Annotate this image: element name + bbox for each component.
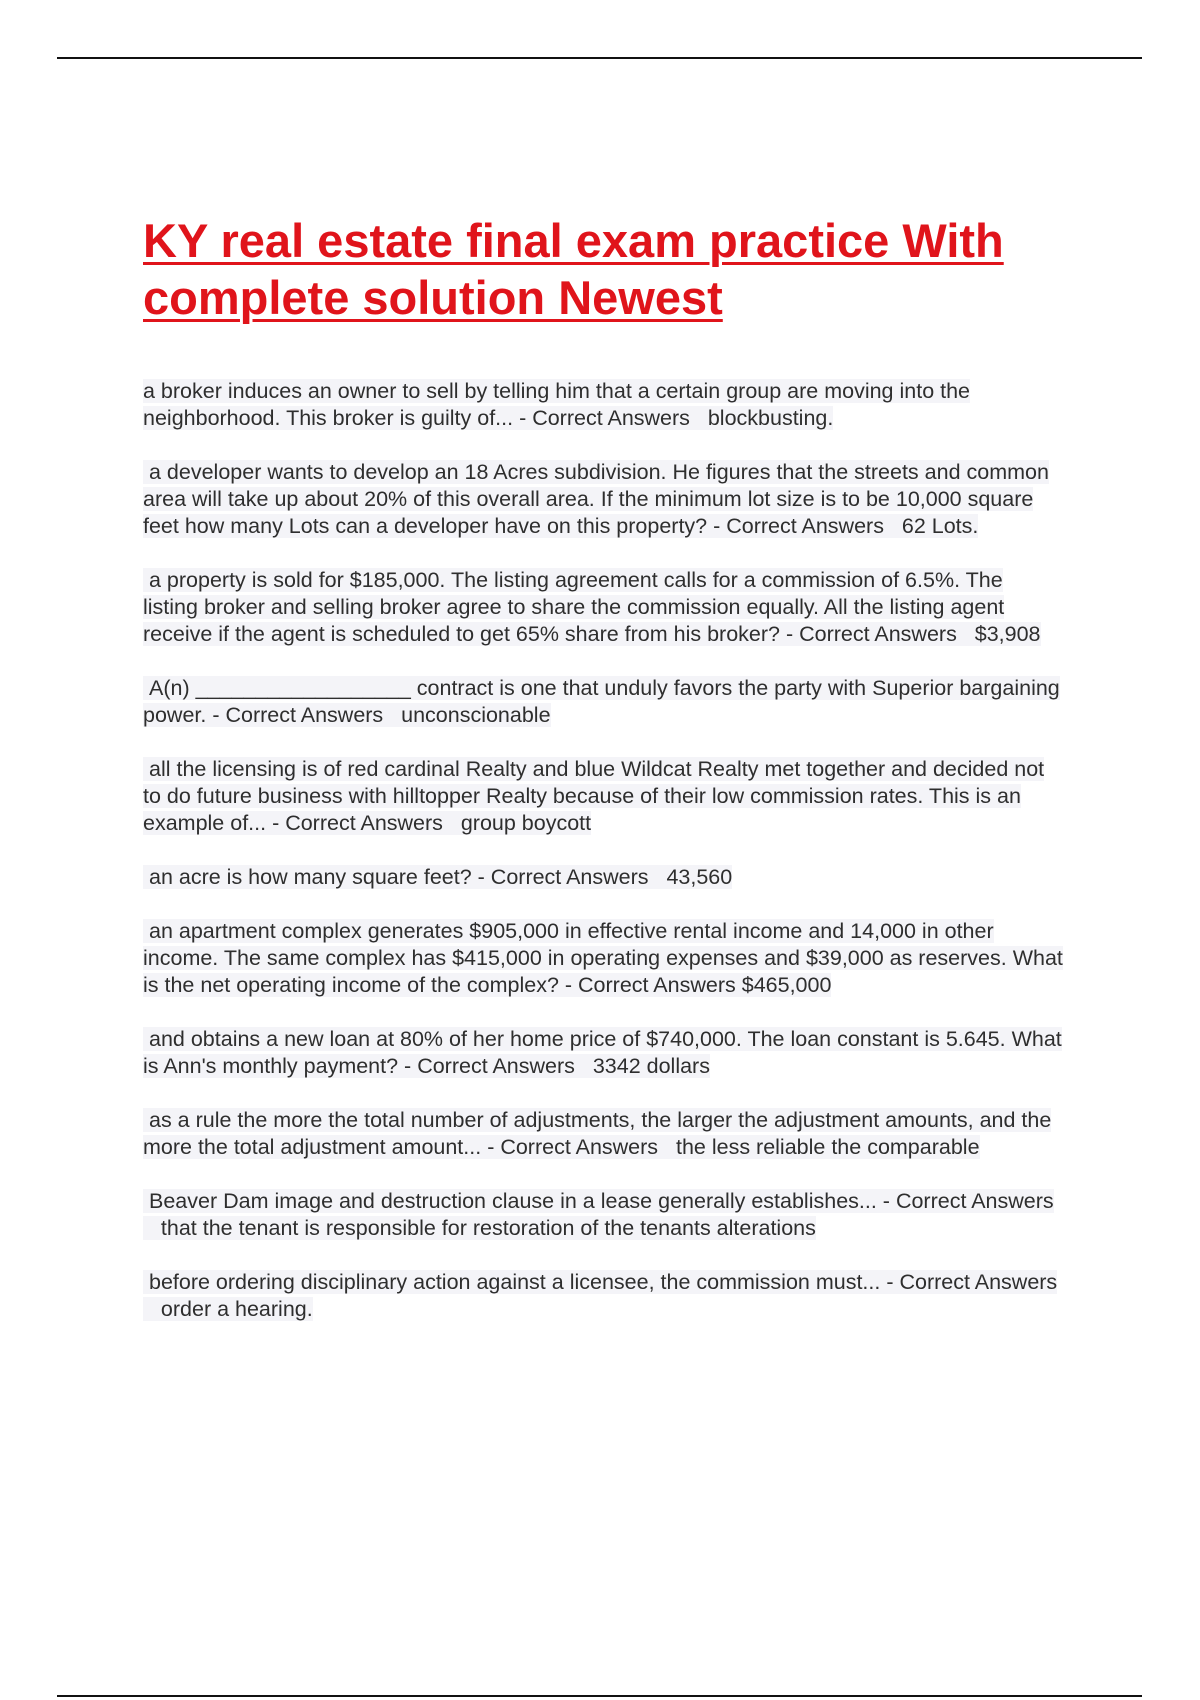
answer-text: $3,908 <box>974 622 1041 646</box>
qa-item-2 <box>143 459 1063 540</box>
qa-item-5 <box>143 756 1063 837</box>
question-text: a broker induces an owner to sell by telling him that a certain group are moving into the neighborhood. This broker is guilty of... <box>143 379 971 430</box>
qa-item-1 <box>143 378 1063 432</box>
question-text: Beaver Dam image and destruction clause in a lease generally establishes... <box>143 1189 877 1213</box>
question-text: and obtains a new loan at 80% of her home price of $740,000. The loan constant is 5.645. What is Ann's monthly payment? <box>143 1027 1062 1078</box>
question-text: a property is sold for $185,000. The listing agreement calls for a commission of 6.5%. The listing broker and selling broker agree to share the commission equally. All the listing agent receive if the agent is scheduled to get 65% share from his broker? <box>143 568 1005 646</box>
separator: - <box>513 406 533 430</box>
answer-label: Correct Answers <box>285 811 443 835</box>
answer-label: Correct Answers <box>726 514 884 538</box>
answer-label: Correct Answers <box>225 703 384 727</box>
gap <box>143 1216 161 1240</box>
answer-text: order a hearing. <box>160 1297 313 1321</box>
separator: - <box>206 703 226 727</box>
gap <box>649 865 667 889</box>
answer-label: Correct Answers <box>417 1054 575 1078</box>
question-text: A(n) __________________ contract is one that unduly favors the party with Superior bargaining power. <box>143 676 1060 727</box>
question-text: an acre is how many square feet? <box>143 865 472 889</box>
separator: - <box>558 973 579 997</box>
separator: - <box>880 1270 900 1294</box>
answer-text: the less reliable the comparable <box>675 1135 980 1159</box>
qa-item-7 <box>143 918 1063 999</box>
qa-item-10 <box>143 1188 1063 1242</box>
answer-text: unconscionable <box>401 703 551 727</box>
answer-label: Correct Answers <box>578 973 736 997</box>
separator: - <box>398 1054 418 1078</box>
question-text: an apartment complex generates $905,000 in effective rental income and 14,000 in other income. The same complex has $415,000 in operating expenses and $39,000 as reserves. What is the net operating income of the complex? <box>143 919 1063 997</box>
answer-label: Correct Answers <box>899 1270 1058 1294</box>
gap <box>383 703 401 727</box>
answer-text: 62 Lots. <box>901 514 979 538</box>
document-title: KY real estate final exam practice With complete solution Newest <box>143 214 1004 324</box>
gap <box>957 622 975 646</box>
gap <box>443 811 461 835</box>
separator: - <box>707 514 727 538</box>
answer-label: Correct Answers <box>895 1189 1054 1213</box>
gap <box>690 406 708 430</box>
header-rule <box>57 57 1142 59</box>
gap <box>736 973 742 997</box>
gap <box>575 1054 593 1078</box>
separator: - <box>780 622 800 646</box>
qa-item-6 <box>143 864 1063 891</box>
answer-label: Correct Answers <box>799 622 957 646</box>
gap <box>143 1297 161 1321</box>
answer-label: Correct Answers <box>532 406 690 430</box>
separator: - <box>266 811 286 835</box>
qa-item-4 <box>143 675 1063 729</box>
gap <box>884 514 902 538</box>
separator: - <box>876 1189 896 1213</box>
separator: - <box>471 865 491 889</box>
footer-rule <box>57 1695 1142 1697</box>
question-text: as a rule the more the total number of adjustments, the larger the adjustment amounts, and the more the total adjustment amount... <box>143 1108 1052 1159</box>
question-text: before ordering disciplinary action against a licensee, the commission must... <box>143 1270 880 1294</box>
answer-text: blockbusting. <box>707 406 834 430</box>
qa-item-9 <box>143 1107 1063 1161</box>
qa-list <box>143 378 1063 1350</box>
answer-text: that the tenant is responsible for restoration of the tenants alterations <box>160 1216 816 1240</box>
answer-text: $465,000 <box>741 973 832 997</box>
separator: - <box>481 1135 501 1159</box>
answer-text: 3342 dollars <box>592 1054 710 1078</box>
answer-text: group boycott <box>460 811 592 835</box>
answer-text: 43,560 <box>666 865 733 889</box>
question-text: a developer wants to develop an 18 Acres subdivision. He figures that the streets and common area will take up about 20% of this overall area. If the minimum lot size is to be 10,000 square feet how many Lots can a developer have on this property? <box>143 460 1049 538</box>
qa-item-8 <box>143 1026 1063 1080</box>
answer-label: Correct Answers <box>490 865 649 889</box>
qa-item-11 <box>143 1269 1063 1323</box>
answer-label: Correct Answers <box>500 1135 659 1159</box>
qa-item-3 <box>143 567 1063 648</box>
gap <box>658 1135 676 1159</box>
question-text: all the licensing is of red cardinal Realty and blue Wildcat Realty met together and decided not to do future business with hilltopper Realty because of their low commission rates. This is an example of... <box>143 757 1045 835</box>
